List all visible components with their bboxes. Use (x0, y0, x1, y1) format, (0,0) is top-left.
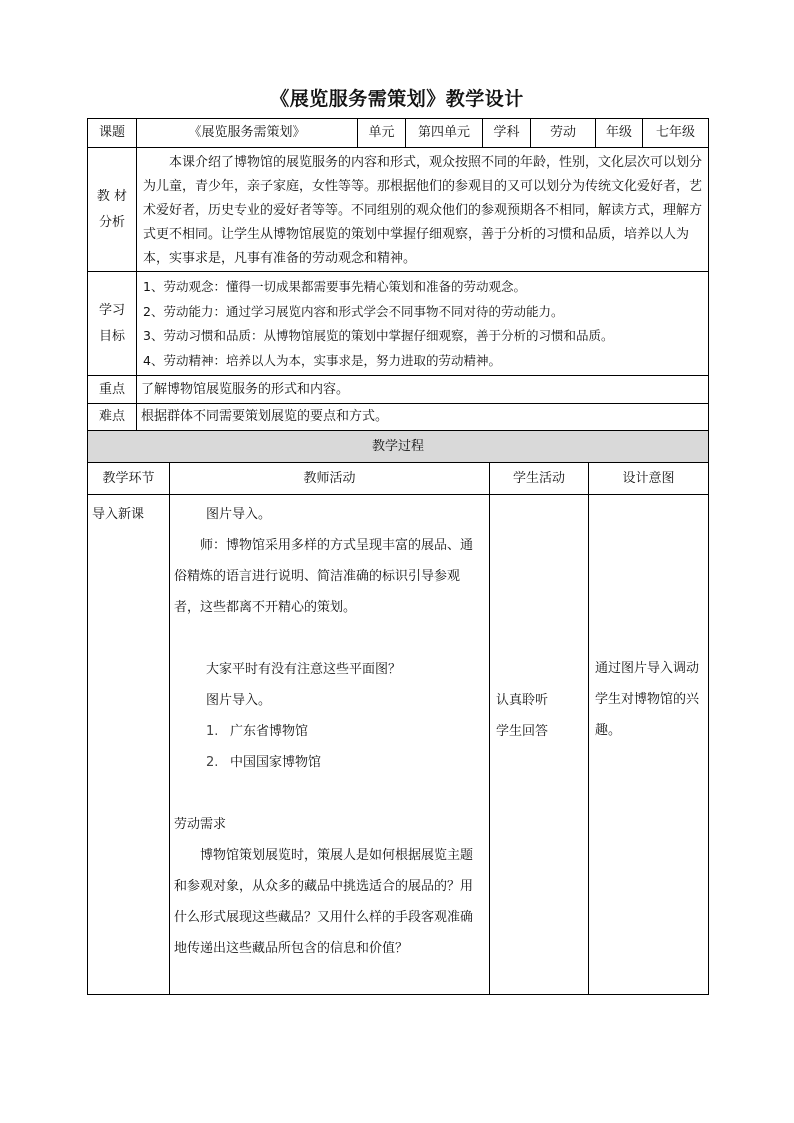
column-header: 教师活动 (170, 463, 490, 495)
stage-cell: 导入新课 (88, 495, 170, 995)
teacher-activity: 图片导入。 师：博物馆采用多样的方式呈现丰富的展品、通俗精炼的语言进行说明、简洁准确的标识引导参观者，这些都离不开精心的策划。 大家平时有没有注意这些平面图？ 图片导入。 1. 广东省博物馆 2. 中国国家博物馆 劳动需求 博物馆策划展览时，策展人是如何根据展览主题和参观对象，从众多的藏品中挑选适合的展品的？用什么形式展现这些藏品？又用什么样的手段客观准确地传递出这些藏品所包含的信息和价值？ (170, 495, 490, 995)
process-header: 教学过程 (88, 431, 709, 463)
goal-item: 1、劳动观念：懂得一切成果都需要事先精心策划和准备的劳动观念。 (143, 279, 526, 294)
goal-item: 4、劳动精神：培养以人为本，实事求是，努力进取的劳动精神。 (143, 352, 501, 368)
learning-goals (137, 272, 709, 376)
topic-label: 课题 (88, 119, 137, 148)
info-row (88, 119, 709, 148)
goal-item: 2、劳动能力：通过学习展览内容和形式学会不同事物不同对待的劳动能力。 (143, 303, 564, 319)
info-table (87, 118, 709, 431)
goals-row (88, 272, 709, 376)
material-label: 教 材 分析 (88, 148, 137, 272)
key-point-text: 了解博物馆展览服务的形式和内容。 (137, 376, 709, 404)
goal-item: 3、劳动习惯和品质：从博物馆展览的策划中掌握仔细观察，善于分析的习惯和品质。 (143, 328, 614, 343)
difficulty-row (88, 404, 709, 431)
column-header: 学生活动 (490, 463, 589, 495)
key-point-label: 重点 (88, 376, 137, 404)
subject-value: 劳动 (531, 119, 596, 148)
unit-value: 第四单元 (406, 119, 483, 148)
list-item: 1. 广东省博物馆 (206, 724, 309, 739)
process-table (87, 430, 709, 995)
difficulty-label: 难点 (88, 404, 137, 431)
grade-label: 年级 (596, 119, 643, 148)
goals-label: 学习 目标 (88, 272, 137, 376)
column-header: 教学环节 (88, 463, 170, 495)
unit-label: 单元 (358, 119, 406, 148)
process-columns (88, 463, 709, 495)
grade-value: 七年级 (643, 119, 709, 148)
key-point-row (88, 376, 709, 404)
list-item: 2. 中国国家博物馆 (206, 755, 322, 770)
difficulty-text: 根据群体不同需要策划展览的要点和方式。 (137, 404, 709, 431)
design-intent: 通过图片导入调动学生对博物馆的兴趣。 (589, 495, 709, 995)
process-row (88, 495, 709, 995)
material-analysis: 本课介绍了博物馆的展览服务的内容和形式，观众按照不同的年龄，性别，文化层次可以划分为儿童，青少年，亲子家庭，女性等等。那根据他们的参观目的又可以划分为传统文化爱好者，艺术爱好者，历史专业的爱好者等等。不同组别的观众他们的参观预期各不相同，解读方式，理解方式更不相同。让学生从博物馆展览的策划中掌握仔细观察，善于分析的习惯和品质，培养以人为本，实事求是，凡事有准备的劳动观念和精神。 (137, 148, 709, 272)
student-activity: 认真聆听 学生回答 (490, 495, 589, 995)
material-row (88, 148, 709, 272)
subject-label: 学科 (483, 119, 531, 148)
document-title: 《展览服务需策划》教学设计 (270, 88, 524, 110)
column-header: 设计意图 (589, 463, 709, 495)
topic-value: 《展览服务需策划》 (137, 119, 358, 148)
